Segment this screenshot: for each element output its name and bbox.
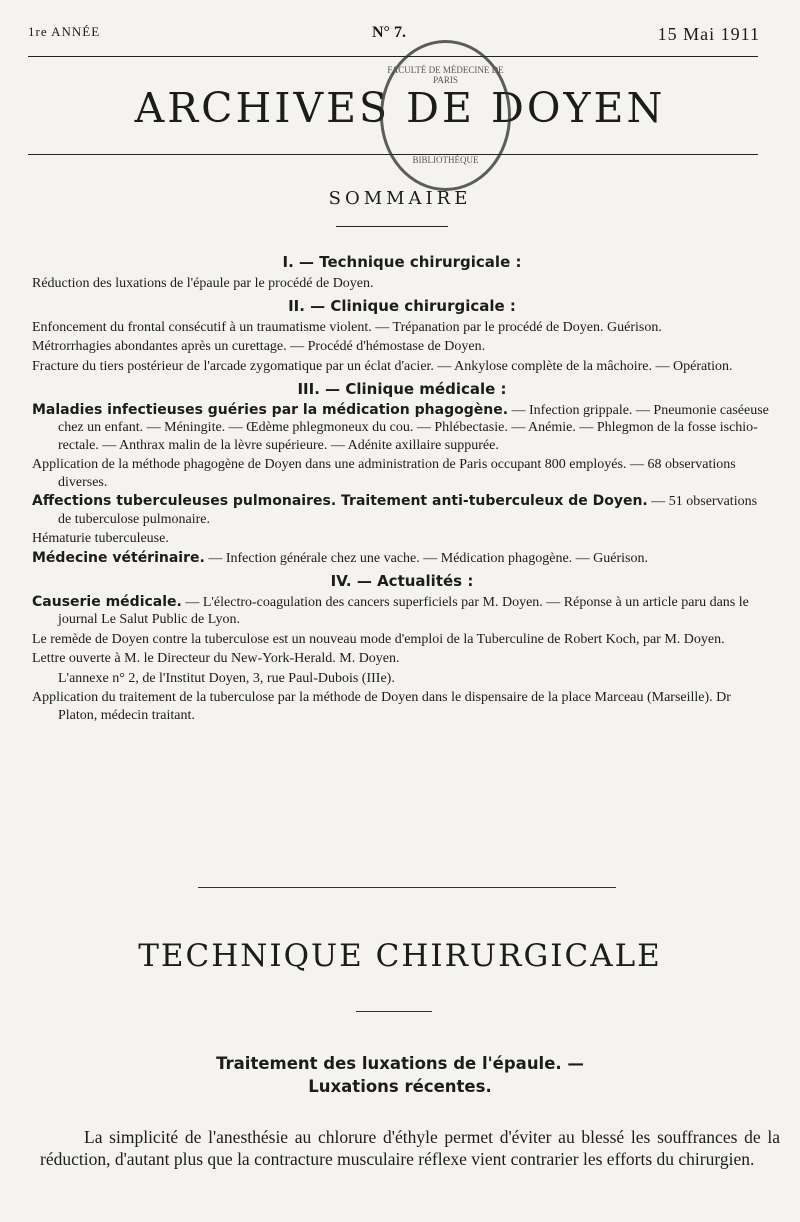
stamp-text-bottom: BIBLIOTHÈQUE (412, 155, 479, 165)
toc-entry-text: Application de la méthode phagogène de Doyen dans une administration de Paris occupant 800 employés. — 68 observations diverses. (32, 457, 736, 490)
toc-entry-title: Affections tuberculeuses pulmonaires. Traitement anti-tuberculeux de Doyen. (32, 493, 648, 509)
toc-entry (32, 550, 772, 568)
toc-entry-text: L'annexe n° 2, de l'Institut Doyen, 3, rue Paul-Dubois (IIIe). (58, 670, 395, 686)
top-rule (28, 56, 758, 57)
toc-entry (32, 594, 772, 629)
toc-entry-title: Maladies infectieuses guéries par la médication phagogène. (32, 401, 509, 418)
section-title: TECHNIQUE CHIRURGICALE (138, 938, 662, 974)
library-stamp (380, 40, 511, 191)
stamp-text-top: FACULTÉ DE MÉDECINE DE PARIS (387, 65, 504, 85)
toc-entry-text: Métrorrhagies abondantes après un curettage. — Procédé d'hémostase de Doyen. (32, 339, 486, 354)
toc-entry (32, 402, 772, 455)
journal-title: ARCHIVES DE DOYEN (134, 84, 666, 132)
toc-section-heading: II. — Clinique chirurgicale : (288, 297, 516, 315)
article-heading (0, 1052, 800, 1098)
toc-entry-title: Médecine vétérinaire. (32, 549, 205, 566)
toc-entry (32, 670, 772, 688)
toc-entry (32, 319, 772, 337)
toc-entry (32, 631, 772, 649)
short-divider (356, 1011, 432, 1012)
toc-entry (32, 338, 772, 356)
table-of-contents (32, 248, 772, 726)
article-paragraph-text: La simplicité de l'anesthésie au chlorure d'éthyle permet d'éviter au blessé les souffrances de la réduction, d'autant plus que la contracture musculaire réflexe vient contrarier les efforts du chirurgien. (40, 1127, 780, 1169)
toc-section-heading: III. — Clinique médicale : (297, 380, 507, 398)
issue-date: 15 Mai 1911 (657, 24, 760, 44)
toc-section-heading: I. — Technique chirurgicale : (282, 253, 522, 271)
toc-entry (32, 493, 772, 528)
toc-entry-text: Fracture du tiers postérieur de l'arcade zygomatique par un éclat d'acier. — Ankylose complète de la mâchoire. — Opération. (32, 358, 733, 374)
toc-entry (32, 358, 772, 376)
issue-number: N° 7. (372, 24, 406, 41)
toc-section-heading: IV. — Actualités : (330, 572, 474, 590)
toc-entry-text: Réduction des luxations de l'épaule par le procédé de Doyen. (32, 275, 374, 291)
toc-entry-text: — 51 observations de tuberculose pulmonaire. (58, 494, 758, 527)
toc-entry-title: Causerie médicale. (32, 593, 182, 610)
toc-entry-text: Le remède de Doyen contre la tuberculose est un nouveau mode d'emploi de la Tuberculine de Robert Koch, par M. Doyen. (32, 631, 725, 647)
toc-entry-text: Application du traitement de la tuberculose par la méthode de Doyen dans le dispensaire de la place Marceau (Marseille). Dr Platon, médecin traitant. (32, 690, 731, 723)
toc-entry (32, 456, 772, 491)
toc-entry-text: Hématurie tuberculeuse. (32, 531, 169, 546)
toc-entry-text: — L'électro-coagulation des cancers superficiels par M. Doyen. — Réponse à un article paru dans le journal Le Salut Public de Lyon. (58, 594, 749, 627)
toc-entry-text: Enfoncement du frontal consécutif à un traumatisme violent. — Trépanation par le procédé de Doyen. Guérison. (32, 319, 662, 335)
toc-entry-text: — Infection grippale. — Pneumonie caséeuse chez un enfant. — Méningite. — Œdème phlegmoneux du cou. — Phlébectasie. — Anémie. — Phlegmon de la fosse ischio-rectale. — Anthrax malin de la lèvre supérieure. — Adénite axillaire suppurée. (58, 402, 769, 453)
toc-entry-text: — Infection générale chez une vache. — Médication phagogène. — Guérison. (204, 550, 648, 566)
section-divider (198, 887, 616, 888)
toc-entry (32, 689, 772, 724)
article-heading-line-2: Luxations récentes. (308, 1077, 492, 1096)
toc-entry (32, 275, 772, 293)
toc-entry (32, 530, 772, 548)
summary-heading: SOMMAIRE (328, 188, 472, 209)
article-paragraph (40, 1126, 780, 1170)
volume-year: 1re ANNÉE (28, 24, 101, 39)
toc-entry (32, 650, 772, 668)
summary-rule (336, 226, 448, 227)
toc-entry-text: Lettre ouverte à M. le Directeur du New-York-Herald. M. Doyen. (32, 651, 400, 666)
article-heading-line-1: Traitement des luxations de l'épaule. — (216, 1054, 584, 1073)
